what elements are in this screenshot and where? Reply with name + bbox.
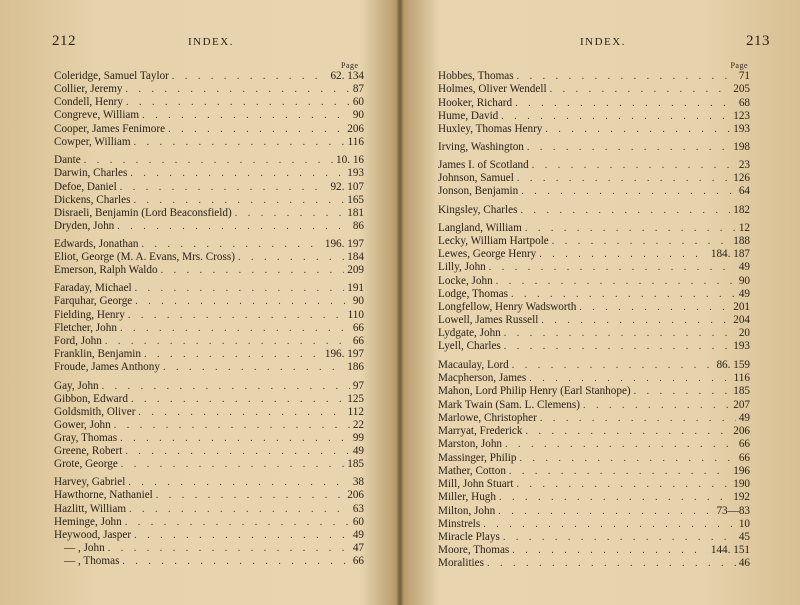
entry-pages: 204 [733, 314, 750, 326]
entry-pages: 66 [352, 555, 364, 567]
index-entry [54, 541, 364, 555]
entry-name: Longfellow, Henry Wadsworth [438, 301, 577, 313]
index-entry [438, 490, 750, 504]
entry-name: Jonson, Benjamin [438, 185, 519, 197]
index-entry [54, 515, 364, 529]
index-entry [438, 300, 750, 314]
index-entry [54, 308, 364, 322]
entry-name: Locke, John [438, 275, 493, 287]
entry-name: Milton, John [438, 505, 496, 517]
index-entry [438, 464, 750, 478]
entry-pages: 205 [733, 83, 750, 95]
entry-pages: 92. 107 [330, 181, 364, 193]
entry-pages: 49 [738, 288, 750, 300]
entry-name: Lodge, Thomas [438, 288, 509, 300]
entry-pages: 71 [738, 70, 750, 82]
entry-name: Faraday, Michael [54, 282, 132, 294]
entry-name: Farquhar, George [54, 295, 133, 307]
index-entry [54, 108, 364, 122]
entry-pages: 196. 197 [324, 348, 364, 360]
entry-name: Hume, David [438, 110, 499, 122]
index-entry [54, 263, 364, 277]
entry-name: Lewes, George Henry [438, 248, 537, 260]
index-entry [438, 260, 750, 274]
entry-pages: 116 [347, 136, 364, 148]
entry-pages: 90 [352, 295, 364, 307]
entry-name: Moore, Thomas [438, 544, 510, 556]
index-entry [438, 313, 750, 327]
entry-pages: 207 [733, 399, 750, 411]
index-entry [438, 171, 750, 185]
entry-pages: 49 [738, 261, 750, 273]
entry-pages: 87 [352, 83, 364, 95]
index-entry [438, 287, 750, 301]
entry-name: Cooper, James Fenimore [54, 123, 166, 135]
index-entry [54, 69, 364, 83]
entry-pages: 125 [347, 393, 364, 405]
entry-pages: 206 [733, 425, 750, 437]
index-entry [438, 398, 750, 412]
entry-name: Kingsley, Charles [438, 204, 518, 216]
index-entry [438, 384, 750, 398]
index-entry [438, 504, 750, 518]
entry-pages: 46 [738, 557, 750, 569]
entry-pages: 63 [352, 503, 364, 515]
entry-name: Condell, Henry [54, 96, 123, 108]
entry-pages: 45 [738, 531, 750, 543]
entry-name: Emerson, Ralph Waldo [54, 264, 158, 276]
entry-name: Miller, Hugh [438, 491, 496, 503]
index-entry [438, 203, 750, 217]
entry-pages: 60 [352, 96, 364, 108]
entry-name: Mather, Cotton [438, 465, 506, 477]
entry-pages: 99 [352, 432, 364, 444]
entry-name: Ford, John [54, 335, 102, 347]
page-column-header: Page [341, 61, 359, 70]
entry-name: Macpherson, James [438, 372, 527, 384]
entry-pages: 184 [347, 251, 364, 263]
index-entry [54, 379, 364, 393]
dot-leader [487, 557, 736, 571]
index-entry [438, 274, 750, 288]
index-entry [438, 96, 750, 110]
entry-name: Defoe, Daniel [54, 181, 117, 193]
entry-name: Macaulay, Lord [438, 359, 509, 371]
entry-pages: 66 [738, 452, 750, 464]
entry-pages: 126 [733, 172, 750, 184]
index-entry [438, 371, 750, 385]
dot-leader [634, 385, 731, 399]
dot-leader [527, 141, 730, 155]
dot-leader [504, 340, 730, 354]
entry-name: Lydgate, John [438, 327, 501, 339]
entry-pages: 66 [352, 322, 364, 334]
dot-leader [156, 489, 344, 503]
index-entry [438, 247, 750, 261]
index-entry [438, 424, 750, 438]
entry-pages: 182 [733, 204, 750, 216]
index-entry [438, 411, 750, 425]
entry-pages: 188 [733, 235, 750, 247]
dot-leader [550, 83, 731, 97]
entry-name: Gay, John [54, 380, 99, 392]
entry-pages: 20 [738, 327, 750, 339]
entry-pages: 206 [347, 123, 364, 135]
index-entry [438, 158, 750, 172]
entry-pages: 209 [347, 264, 364, 276]
index-entry [54, 334, 364, 348]
entry-name: Holmes, Oliver Wendell [438, 83, 547, 95]
entry-pages: 192 [733, 491, 750, 503]
page-column-header: Page [730, 61, 748, 70]
index-entry [54, 294, 364, 308]
index-entry [54, 457, 364, 471]
entry-pages: 10 [738, 518, 750, 530]
entry-name: Hooker, Richard [438, 97, 513, 109]
dot-leader [121, 458, 344, 472]
entry-pages: 90 [352, 109, 364, 121]
dot-leader [130, 167, 344, 181]
index-entry [438, 122, 750, 136]
index-entry [438, 69, 750, 83]
right-page [400, 0, 800, 605]
entry-name: James I. of Scotland [438, 159, 529, 171]
entry-name: Marlowe, Christopher [438, 412, 537, 424]
index-entry [438, 517, 750, 531]
index-entry [54, 122, 364, 136]
entry-pages: 186 [347, 361, 364, 373]
index-entry [54, 360, 364, 374]
entry-pages: 112 [347, 406, 364, 418]
entry-pages: 198 [733, 141, 750, 153]
index-entry [54, 153, 364, 167]
entry-pages: 165 [347, 194, 364, 206]
entry-name: Hawthorne, Nathaniel [54, 489, 153, 501]
entry-name: Marryat, Frederick [438, 425, 523, 437]
dot-leader [122, 555, 349, 569]
entry-name: Minstrels [438, 518, 481, 530]
entry-name: Mahon, Lord Philip Henry (Earl Stanhope) [438, 385, 631, 397]
entry-name: Lowell, James Russell [438, 314, 539, 326]
page-number: 213 [746, 33, 770, 49]
entry-pages: 38 [352, 476, 364, 488]
running-head: INDEX. [580, 36, 626, 48]
dot-leader [161, 264, 345, 278]
index-entry [438, 184, 750, 198]
dot-leader [520, 204, 730, 218]
entry-name: Johnson, Samuel [438, 172, 514, 184]
entry-name: Miracle Plays [438, 531, 500, 543]
index-entry [54, 418, 364, 432]
entry-pages: 66 [738, 438, 750, 450]
index-entry [54, 431, 364, 445]
entry-name: Congreve, William [54, 109, 140, 121]
entry-name: Mark Twain (Sam. L. Clemens) [438, 399, 580, 411]
entry-name: Heywood, Jasper [54, 529, 132, 541]
dot-leader [134, 136, 345, 150]
index-entry [54, 95, 364, 109]
index-entry [54, 528, 364, 542]
index-entry [438, 234, 750, 248]
entry-pages: 116 [733, 372, 750, 384]
entry-pages: 184. 187 [710, 248, 750, 260]
entry-name: Heminge, John [54, 516, 122, 528]
entry-name: Eliot, George (M. A. Evans, Mrs. Cross) [54, 251, 235, 263]
index-entry [54, 502, 364, 516]
entry-name: Coleridge, Samuel Taylor [54, 70, 169, 82]
entry-name: Hazlitt, William [54, 503, 127, 515]
entry-name: Marston, John [438, 438, 503, 450]
entry-name: Langland, William [438, 222, 522, 234]
index-entry [438, 477, 750, 491]
index-entry [54, 392, 364, 406]
entry-name: Dante [54, 154, 81, 166]
entry-pages: 90 [738, 275, 750, 287]
entry-name: Mill, John Stuart [438, 478, 514, 490]
entry-name: — , John [64, 542, 105, 554]
index-entry [54, 347, 364, 361]
index-entry [54, 82, 364, 96]
entry-pages: 64 [738, 185, 750, 197]
entry-pages: 181 [347, 207, 364, 219]
index-entry [438, 543, 750, 557]
entry-pages: 62. 134 [330, 70, 364, 82]
entry-name: Fletcher, John [54, 322, 117, 334]
entry-pages: 49 [738, 412, 750, 424]
index-entry [54, 281, 364, 295]
entry-name: Cowper, William [54, 136, 131, 148]
entry-name: Gibbon, Edward [54, 393, 128, 405]
entry-pages: 22 [352, 419, 364, 431]
index-entry [438, 556, 750, 570]
entry-pages: 193 [347, 167, 364, 179]
index-entries [400, 0, 800, 605]
dot-leader [489, 261, 736, 275]
page-number: 212 [52, 33, 76, 49]
entry-name: Gray, Thomas [54, 432, 118, 444]
entry-name: Darwin, Charles [54, 167, 128, 179]
entry-pages: 185 [347, 458, 364, 470]
entry-pages: 47 [352, 542, 364, 554]
entry-name: — , Thomas [64, 555, 120, 567]
entry-pages: 196 [733, 465, 750, 477]
index-entry [438, 530, 750, 544]
dot-leader [163, 361, 344, 375]
entry-pages: 206 [347, 489, 364, 501]
entry-name: Grote, George [54, 458, 118, 470]
index-entry [54, 488, 364, 502]
entry-pages: 86. 159 [716, 359, 750, 371]
entry-name: Lyell, Charles [438, 340, 501, 352]
entry-name: Harvey, Gabriel [54, 476, 126, 488]
entry-name: Dryden, John [54, 220, 115, 232]
entry-pages: 144. 151 [710, 544, 750, 556]
entry-name: Edwards, Jonathan [54, 238, 139, 250]
index-entry [54, 321, 364, 335]
dot-leader [521, 185, 736, 199]
index-entry [438, 326, 750, 340]
entry-pages: 49 [352, 529, 364, 541]
entry-name: Hobbes, Thomas [438, 70, 514, 82]
dot-leader [505, 438, 736, 452]
entry-pages: 60 [352, 516, 364, 528]
index-entry [54, 444, 364, 458]
entry-pages: 196. 197 [324, 238, 364, 250]
index-entry [438, 339, 750, 353]
dot-leader [142, 109, 350, 123]
entry-name: Irving, Washington [438, 141, 524, 153]
entry-pages: 193 [733, 123, 750, 135]
index-entry [438, 221, 750, 235]
index-entry [438, 451, 750, 465]
index-entry [54, 193, 364, 207]
index-entry [54, 180, 364, 194]
entry-pages: 66 [352, 335, 364, 347]
entry-pages: 49 [352, 445, 364, 457]
index-entry [54, 206, 364, 220]
entry-name: Goldsmith, Oliver [54, 406, 136, 418]
entry-name: Greene, Robert [54, 445, 123, 457]
index-entry [54, 405, 364, 419]
entry-pages: 10. 16 [336, 154, 364, 166]
index-entry [438, 109, 750, 123]
entry-pages: 68 [738, 97, 750, 109]
entry-name: Lecky, William Hartpole [438, 235, 549, 247]
entry-name: Moralities [438, 557, 484, 569]
entry-pages: 86 [352, 220, 364, 232]
entry-pages: 193 [733, 340, 750, 352]
dot-leader [135, 295, 350, 309]
entry-pages: 201 [733, 301, 750, 313]
index-entry [438, 82, 750, 96]
entry-pages: 23 [738, 159, 750, 171]
entry-name: Franklin, Benjamin [54, 348, 142, 360]
index-entry [54, 166, 364, 180]
index-entry [438, 140, 750, 154]
index-entry [54, 219, 364, 233]
entry-pages: 73—83 [716, 505, 750, 517]
index-entry [438, 358, 750, 372]
entry-name: Lilly, John [438, 261, 486, 273]
entry-name: Massinger, Philip [438, 452, 517, 464]
index-entry [54, 475, 364, 489]
entry-name: Froude, James Anthony [54, 361, 160, 373]
index-entry [54, 135, 364, 149]
entry-pages: 12 [738, 222, 750, 234]
entry-name: Dickens, Charles [54, 194, 131, 206]
entry-pages: 190 [733, 478, 750, 490]
entry-pages: 191 [347, 282, 364, 294]
entry-pages: 110 [347, 309, 364, 321]
running-head: INDEX. [188, 36, 234, 48]
index-entry [54, 237, 364, 251]
entry-name: Fielding, Henry [54, 309, 125, 321]
index-entry [438, 437, 750, 451]
entry-pages: 123 [733, 110, 750, 122]
index-entry [54, 554, 364, 568]
dot-leader [499, 491, 730, 505]
entry-pages: 97 [352, 380, 364, 392]
entry-pages: 185 [733, 385, 750, 397]
index-entry [54, 250, 364, 264]
entry-name: Gower, John [54, 419, 111, 431]
entry-name: Huxley, Thomas Henry [438, 123, 543, 135]
dot-leader [545, 123, 730, 137]
entry-name: Disraeli, Benjamin (Lord Beaconsfield) [54, 207, 232, 219]
entry-name: Collier, Jeremy [54, 83, 123, 95]
dot-leader [117, 220, 350, 234]
